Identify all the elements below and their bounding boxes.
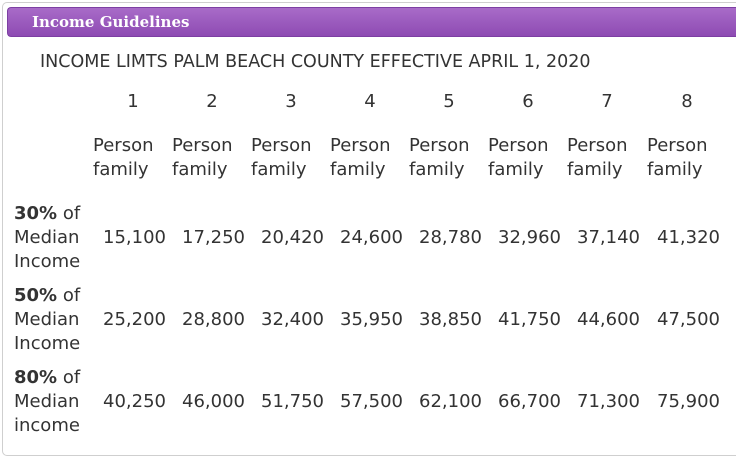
income-limit-cell: 51,750: [261, 391, 324, 412]
person-label: Person: [172, 135, 233, 156]
family-label: family: [251, 159, 307, 180]
income-limit-cell: 41,750: [498, 309, 561, 330]
income-limit-cell: 40,250: [103, 391, 166, 412]
income-limit-cell: 44,600: [577, 309, 640, 330]
family-label: family: [488, 159, 544, 180]
person-label: Person: [567, 135, 628, 156]
income-limit-cell: 66,700: [498, 391, 561, 412]
family-label: family: [172, 159, 228, 180]
family-label: family: [93, 159, 149, 180]
row-label-median: Median: [14, 391, 80, 412]
income-limit-cell: 17,250: [182, 227, 245, 248]
person-label: Person: [488, 135, 549, 156]
household-size-4: 4: [364, 91, 376, 112]
income-limit-cell: 62,100: [419, 391, 482, 412]
person-label: Person: [330, 135, 391, 156]
person-label: Person: [251, 135, 312, 156]
row-percent: 50%: [14, 285, 58, 306]
row-label-percent: [14, 366, 80, 390]
income-limit-cell: 15,100: [103, 227, 166, 248]
row-of-text: of: [57, 367, 81, 388]
person-label: Person: [647, 135, 708, 156]
row-percent: 80%: [14, 367, 58, 388]
row-label-income: income: [14, 415, 80, 436]
household-size-3: 3: [285, 91, 297, 112]
income-limit-cell: 47,500: [657, 309, 720, 330]
income-limit-cell: 46,000: [182, 391, 245, 412]
income-limit-cell: 25,200: [103, 309, 166, 330]
income-limit-cell: 24,600: [340, 227, 403, 248]
income-limit-cell: 57,500: [340, 391, 403, 412]
table-caption: INCOME LIMTS PALM BEACH COUNTY EFFECTIVE APRIL 1, 2020: [40, 52, 591, 72]
household-size-2: 2: [206, 91, 218, 112]
income-limit-cell: 32,960: [498, 227, 561, 248]
row-label-percent: [14, 202, 80, 226]
income-limit-cell: 38,850: [419, 309, 482, 330]
row-label-income: Income: [14, 333, 81, 354]
family-label: family: [409, 159, 465, 180]
row-label-percent: [14, 284, 80, 308]
row-percent: 30%: [14, 203, 58, 224]
row-label-median: Median: [14, 227, 80, 248]
income-limit-cell: 71,300: [577, 391, 640, 412]
household-size-6: 6: [522, 91, 534, 112]
family-label: family: [567, 159, 623, 180]
income-limit-cell: 75,900: [657, 391, 720, 412]
household-size-7: 7: [601, 91, 613, 112]
row-label-median: Median: [14, 309, 80, 330]
income-limit-cell: 20,420: [261, 227, 324, 248]
household-size-8: 8: [681, 91, 693, 112]
household-size-5: 5: [443, 91, 455, 112]
person-label: Person: [409, 135, 470, 156]
income-limit-cell: 28,780: [419, 227, 482, 248]
panel-title: Income Guidelines: [7, 7, 736, 37]
income-limit-cell: 28,800: [182, 309, 245, 330]
family-label: family: [647, 159, 703, 180]
family-label: family: [330, 159, 386, 180]
income-limit-cell: 41,320: [657, 227, 720, 248]
income-limit-cell: 35,950: [340, 309, 403, 330]
row-of-text: of: [57, 203, 81, 224]
household-size-1: 1: [127, 91, 139, 112]
income-limit-cell: 32,400: [261, 309, 324, 330]
income-limit-cell: 37,140: [577, 227, 640, 248]
row-of-text: of: [57, 285, 81, 306]
row-label-income: Income: [14, 251, 81, 272]
person-label: Person: [93, 135, 154, 156]
